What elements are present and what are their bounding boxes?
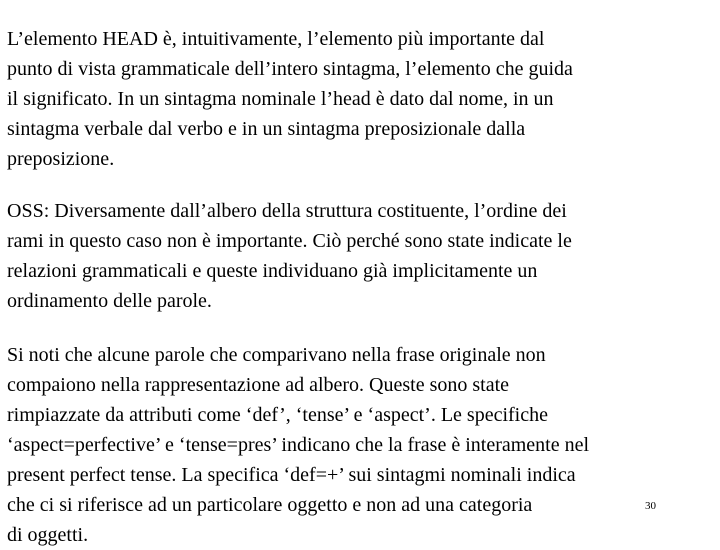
- paragraph-line: ‘aspect=perfective’ e ‘tense=pres’ indicano che la frase è interamente nel: [7, 434, 590, 456]
- paragraph-line: OSS: Diversamente dall’albero della struttura costituente, l’ordine dei: [7, 200, 567, 222]
- paragraph-line: sintagma verbale dal verbo e in un sintagma preposizionale dalla: [7, 118, 526, 140]
- paragraph-line: che ci si riferisce ad un particolare oggetto e non ad una categoria: [7, 494, 533, 516]
- paragraph-line: preposizione.: [7, 148, 115, 170]
- paragraph-line: L’elemento HEAD è, intuitivamente, l’elemento più importante dal: [7, 28, 545, 50]
- paragraph-line: rimpiazzate da attributi come ‘def’, ‘tense’ e ‘aspect’. Le specifiche: [7, 404, 548, 426]
- paragraph-line: il significato. In un sintagma nominale l’head è dato dal nome, in un: [7, 88, 554, 110]
- paragraph-line: compaiono nella rappresentazione ad albero. Queste sono state: [7, 374, 510, 396]
- paragraph-line: di oggetti.: [7, 524, 89, 546]
- paragraph-line: relazioni grammaticali e queste individuano già implicitamente un: [7, 260, 538, 282]
- paragraph-line: rami in questo caso non è importante. Ciò perché sono state indicate le: [7, 230, 572, 252]
- paragraph-line: punto di vista grammaticale dell’intero sintagma, l’elemento che guida: [7, 58, 573, 80]
- slide-number: 30: [645, 500, 656, 512]
- paragraph-line: present perfect tense. La specifica ‘def=+’ sui sintagmi nominali indica: [7, 464, 576, 486]
- paragraph-line: Si noti che alcune parole che comparivano nella frase originale non: [7, 344, 546, 366]
- paragraph-oss-note: [7, 196, 717, 316]
- paragraph-head-definition: [7, 24, 717, 174]
- paragraph-attributes-note: [7, 340, 717, 550]
- paragraph-line: ordinamento delle parole.: [7, 290, 212, 312]
